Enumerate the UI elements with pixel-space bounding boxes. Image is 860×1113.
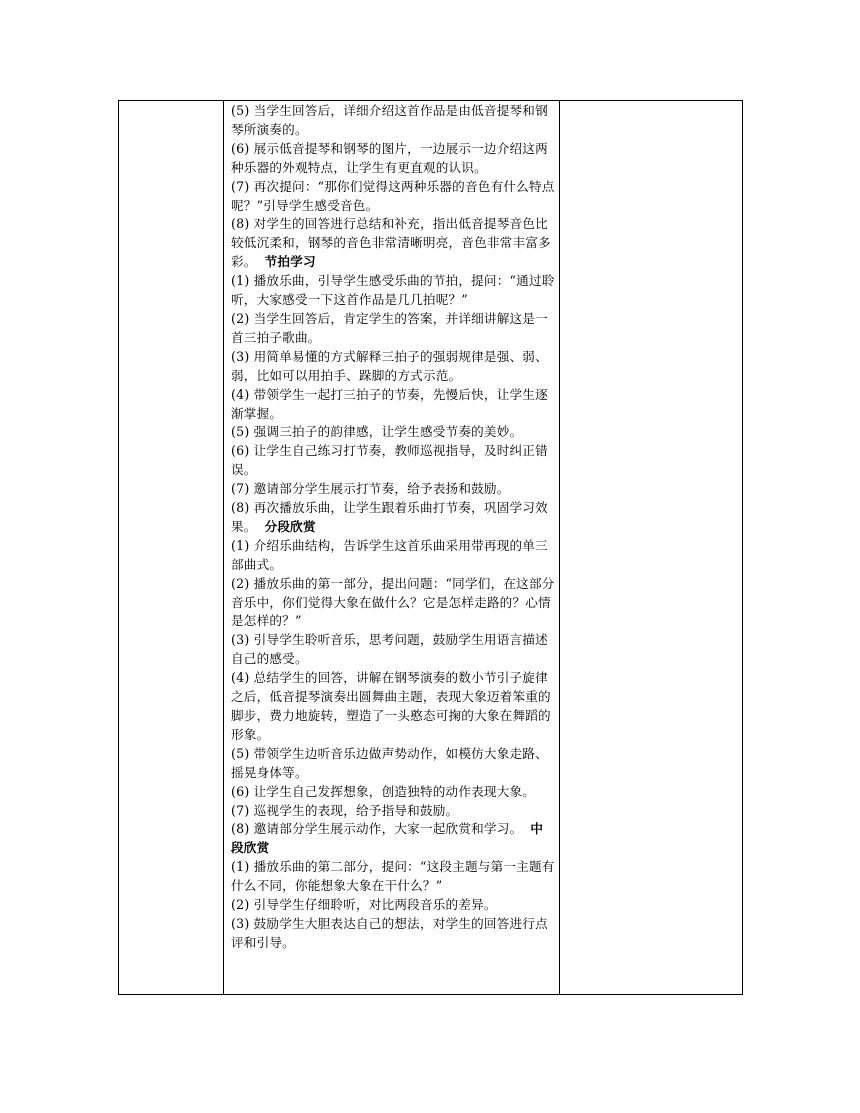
step-text: (6) 让学生自己练习打节奏，教师巡视指导，及时纠正错误。 — [231, 443, 548, 478]
step-paragraph — [224, 272, 559, 310]
step-paragraph — [224, 215, 559, 272]
step-text: (8) 对学生的回答进行总结和补充，指出低音提琴音色比较低沉柔和，钢琴的音色非常清晰明亮，音色非常丰富多彩。 — [231, 216, 551, 270]
step-text: (7) 巡视学生的表现，给予指导和鼓励。 — [231, 802, 459, 818]
step-paragraph — [224, 537, 559, 575]
step-text: (5) 当学生回答后，详细介绍这首作品是由低音提琴和钢琴所演奏的。 — [231, 103, 548, 137]
step-paragraph — [224, 480, 559, 499]
step-text: (1) 播放乐曲的第二部分，提问：“这段主题与第一主题有什么不同，你能想象大象在干什么？” — [231, 859, 555, 894]
teaching-steps — [224, 102, 559, 953]
step-paragraph — [224, 783, 559, 802]
step-paragraph — [224, 140, 559, 178]
step-text: (6) 展示低音提琴和钢琴的图片，一边展示一边介绍这两种乐器的外观特点，让学生有更直观的认识。 — [231, 140, 548, 175]
step-paragraph — [224, 858, 559, 896]
step-text: (8) 再次播放乐曲，让学生跟着乐曲打节奏，巩固学习效果。 — [231, 500, 548, 534]
right-column-cell — [560, 101, 743, 995]
lesson-plan-table — [118, 100, 743, 995]
step-paragraph — [224, 386, 559, 424]
step-paragraph — [224, 669, 559, 745]
table-row — [119, 101, 743, 995]
section-heading: 分段欣赏 — [264, 518, 316, 534]
step-text: (3) 用简单易懂的方式解释三拍子的强弱规律是强、弱、弱，比如可以用拍手、跺脚的方式示范。 — [231, 348, 548, 383]
step-text: (2) 播放乐曲的第一部分，提出问题：“同学们，在这部分音乐中，你们觉得大象在做什么？它是怎样走路的？心情是怎样的？” — [231, 575, 555, 629]
step-paragraph — [224, 575, 559, 632]
step-text: (1) 播放乐曲，引导学生感受乐曲的节拍，提问：“通过聆听，大家感受一下这首作品是几几拍呢？” — [231, 273, 555, 308]
step-text: (1) 介绍乐曲结构，告诉学生这首乐曲采用带再现的单三部曲式。 — [231, 537, 548, 572]
step-paragraph — [224, 802, 559, 821]
step-text: (2) 引导学生仔细聆听，对比两段音乐的差异。 — [231, 897, 497, 913]
step-text: (7) 再次提问：“那你们觉得这两种乐器的音色有什么特点呢？”引导学生感受音色。 — [231, 178, 555, 213]
step-paragraph — [224, 631, 559, 669]
step-paragraph — [224, 442, 559, 480]
step-text: (4) 总结学生的回答，讲解在钢琴演奏的数小节引子旋律之后，低音提琴演奏出圆舞曲主题，表现大象迈着笨重的脚步，费力地旋转，塑造了一头憨态可掬的大象在舞蹈的形象。 — [231, 670, 551, 742]
step-text: (3) 鼓励学生大胆表达自己的想法，对学生的回答进行点评和引导。 — [231, 915, 548, 950]
step-text: (5) 强调三拍子的韵律感，让学生感受节奏的美妙。 — [231, 424, 523, 440]
section-heading: 节拍学习 — [264, 254, 316, 270]
step-paragraph — [224, 178, 559, 216]
step-paragraph — [224, 310, 559, 348]
step-text: (2) 当学生回答后，肯定学生的答案，并详细讲解这是一首三拍子歌曲。 — [231, 310, 548, 345]
step-text: (5) 带领学生边听音乐边做声势动作，如模仿大象走路、摇晃身体等。 — [231, 745, 548, 780]
step-paragraph — [224, 102, 559, 140]
step-text: (3) 引导学生聆听音乐，思考问题，鼓励学生用语言描述自己的感受。 — [231, 632, 548, 667]
teaching-process-cell — [224, 101, 560, 995]
step-paragraph — [224, 348, 559, 386]
section-heading: 中段欣赏 — [231, 821, 544, 856]
step-paragraph — [224, 745, 559, 783]
step-text: (8) 邀请部分学生展示动作，大家一起欣赏和学习。 — [231, 821, 523, 837]
step-paragraph — [224, 423, 559, 442]
step-text: (6) 让学生自己发挥想象，创造独特的动作表现大象。 — [231, 783, 536, 799]
step-paragraph — [224, 915, 559, 953]
step-paragraph — [224, 896, 559, 915]
step-text: (4) 带领学生一起打三拍子的节奏，先慢后快，让学生逐渐掌握。 — [231, 386, 548, 421]
left-column-cell — [119, 101, 224, 995]
step-paragraph — [224, 499, 559, 537]
step-paragraph — [224, 820, 559, 858]
step-text: (7) 邀请部分学生展示打节奏，给予表扬和鼓励。 — [231, 481, 510, 497]
